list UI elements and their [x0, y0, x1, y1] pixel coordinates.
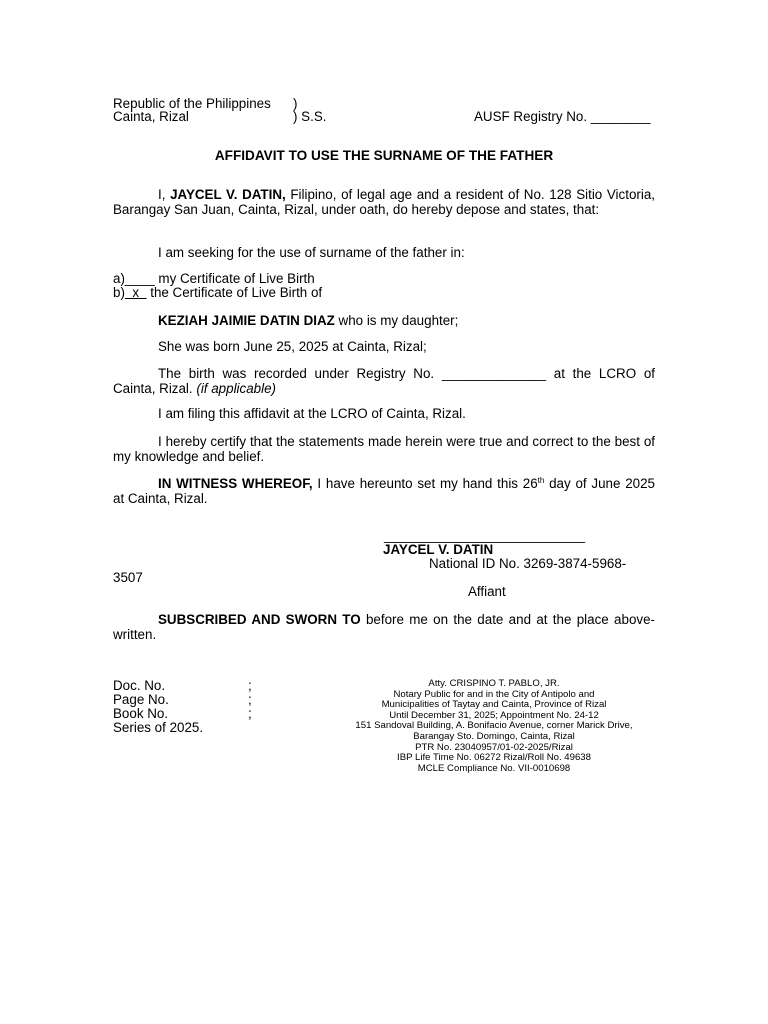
document-title: AFFIDAVIT TO USE THE SURNAME OF THE FATHER	[214, 148, 554, 163]
witness-bold: IN WITNESS WHEREOF,	[158, 476, 313, 491]
notary-line: Until December 31, 2025; Appointment No. 24-12	[389, 709, 599, 721]
witness-text-2: day of June 2025 at Cainta, Rizal.	[113, 476, 655, 506]
book-no: Book No.	[113, 706, 169, 721]
page-no: Page No.	[113, 692, 169, 707]
subscribed-text: before me on the date and at the place above-written.	[113, 612, 655, 642]
subscribed-bold: SUBSCRIBED AND SWORN TO	[158, 612, 361, 627]
intro-text: Filipino, of legal age and a resident of No. 128 Sitio Victoria, Barangay San Juan, Cainta, Rizal, under oath, do hereby depose and states, that:	[113, 187, 655, 217]
series: Series of 2025.	[113, 720, 204, 735]
signature-line: ___________________________	[384, 528, 586, 543]
recorded-paragraph	[113, 366, 655, 396]
affiant-name: JAYCEL V. DATIN,	[170, 187, 286, 202]
intro-prefix: I,	[158, 187, 171, 202]
option-a: a)____ my Certificate of Live Birth	[113, 271, 315, 286]
doc-no-sep: ;	[248, 678, 252, 693]
notary-line: Barangay Sto. Domingo, Cainta, Rizal	[413, 730, 575, 742]
notary-line: Notary Public for and in the City of Antipolo and	[393, 688, 595, 700]
born-line: She was born June 25, 2025 at Cainta, Rizal;	[158, 339, 427, 354]
national-id-cont: 3507	[113, 570, 143, 585]
notary-line: 151 Sandoval Building, A. Bonifacio Avenue, corner Marick Drive,	[355, 720, 633, 732]
child-relation: who is my daughter;	[334, 313, 459, 328]
certify-paragraph: I hereby certify that the statements made herein were true and correct to the best of my knowledge and belief.	[113, 434, 655, 464]
notary-block	[318, 679, 670, 774]
subscribed-paragraph	[113, 612, 655, 642]
affiant-label: Affiant	[468, 584, 506, 599]
option-b-text: the Certificate of Live Birth of	[146, 285, 323, 300]
filing-line: I am filing this affidavit at the LCRO of Cainta, Rizal.	[158, 406, 466, 421]
child-name: KEZIAH JAIMIE DATIN DIAZ	[158, 313, 335, 328]
notary-line: PTR No. 23040957/01-02-2025/Rizal	[415, 741, 573, 753]
header-ss: ) S.S.	[293, 109, 327, 124]
header-paren: )	[293, 96, 298, 111]
notary-line: Municipalities of Taytay and Cainta, Province of Rizal	[381, 699, 607, 711]
witness-sup: th	[537, 476, 545, 485]
option-b-prefix: b)	[113, 285, 125, 300]
recorded-text: The birth was recorded under Registry No. ______________ at the LCRO of Cainta, Rizal.	[113, 366, 655, 396]
child-line	[158, 313, 458, 328]
option-b	[113, 285, 322, 300]
notary-line: IBP Life Time No. 06272 Rizal/Roll No. 49638	[397, 752, 591, 764]
intro-paragraph	[113, 187, 655, 217]
witness-text: I have hereunto set my hand this 26	[312, 476, 538, 491]
seeking-line: I am seeking for the use of surname of the father in:	[158, 245, 465, 260]
header-registry: AUSF Registry No. ________	[474, 109, 651, 124]
signatory-name: JAYCEL V. DATIN	[383, 542, 494, 557]
witness-paragraph	[113, 476, 655, 506]
book-no-sep: ;	[248, 706, 252, 721]
header-country: Republic of the Philippines	[113, 96, 271, 111]
national-id: National ID No. 3269-3874-5968-	[429, 556, 627, 571]
notary-line: MCLE Compliance No. VII-0010698	[417, 762, 571, 774]
page-no-sep: ;	[248, 692, 252, 707]
notary-line: Atty. CRISPINO T. PABLO, JR.	[428, 678, 560, 689]
recorded-italic: (if applicable)	[196, 381, 276, 396]
option-b-mark: x	[124, 285, 147, 300]
header-municipality: Cainta, Rizal	[113, 109, 189, 124]
doc-no: Doc. No.	[113, 678, 166, 693]
